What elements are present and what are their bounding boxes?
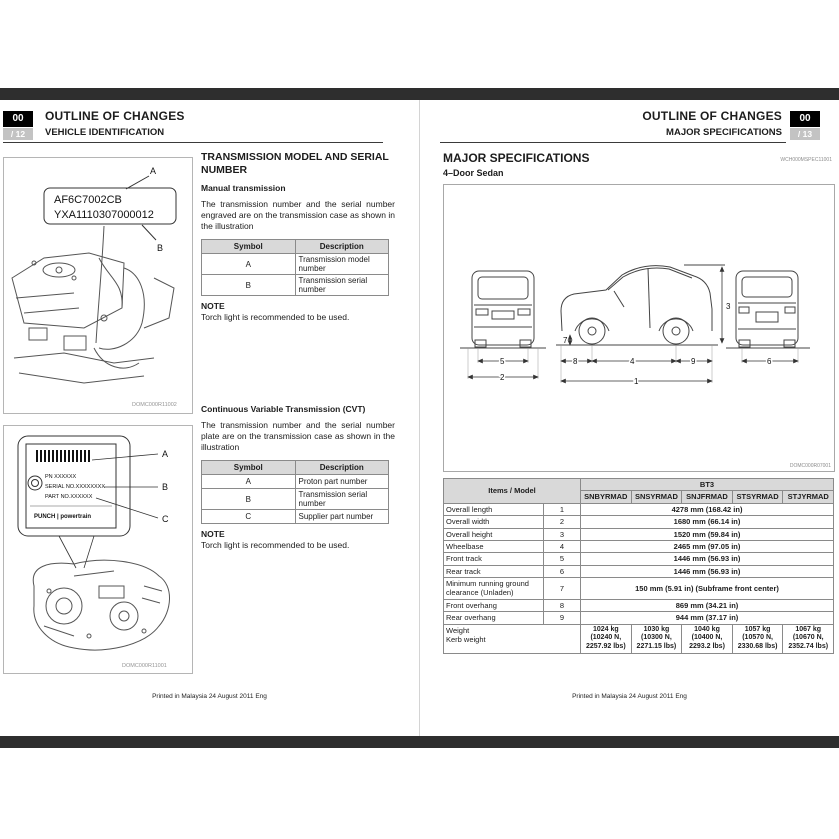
table-row xyxy=(444,553,834,565)
section-code-badge: 00 xyxy=(790,111,820,127)
table-row xyxy=(444,516,834,528)
description-cell: Supplier part number xyxy=(295,510,389,524)
rear-view-sketch xyxy=(726,271,810,348)
side-view-sketch xyxy=(556,265,725,345)
chapter-subtitle: MAJOR SPECIFICATIONS xyxy=(666,127,782,138)
callout-a: A xyxy=(150,166,157,176)
items-model-header: Items / Model xyxy=(444,479,581,504)
dim-5-label: 5 xyxy=(500,357,505,366)
model-group-header: BT3 xyxy=(581,479,834,491)
left-page xyxy=(0,100,419,736)
chapter-title: OUTLINE OF CHANGES xyxy=(642,109,782,123)
weight-label: Weight xyxy=(446,625,470,635)
dim-2-label: 2 xyxy=(500,373,505,382)
manual-transmission-section xyxy=(201,151,395,322)
note-label: NOTE xyxy=(201,529,225,540)
table-row xyxy=(444,565,834,577)
note-text: Torch light is recommended to be used. xyxy=(201,312,350,323)
col-symbol: Symbol xyxy=(202,240,296,254)
spec-label: Overall height xyxy=(444,528,544,540)
model-header: SNBYRMAD xyxy=(581,491,632,503)
note-text: Torch light is recommended to be used. xyxy=(201,540,350,551)
spec-value: 1446 mm (56.93 in) xyxy=(581,553,834,565)
spec-label: Front track xyxy=(444,553,544,565)
spec-label: Front overhang xyxy=(444,599,544,611)
model-header: SNSYRMAD xyxy=(631,491,682,503)
spec-ref-number: 9 xyxy=(544,612,581,624)
table-row xyxy=(444,578,834,600)
transmission-model-number-text: AF6C7002CB xyxy=(54,194,122,206)
dim-3-label: 3 xyxy=(726,302,731,311)
spec-value: 4278 mm (168.42 in) xyxy=(581,503,834,515)
top-divider-bar xyxy=(0,88,839,100)
dim-9-label: 9 xyxy=(691,357,696,366)
transmission-serial-number-text: YXA1110307000012 xyxy=(54,209,154,221)
manual-symbol-table xyxy=(201,239,389,296)
model-header: STSYRMAD xyxy=(732,491,783,503)
description-cell: Transmission serial number xyxy=(295,489,389,510)
dim-7-label: 7 xyxy=(563,336,568,345)
page-title: MAJOR SPECIFICATIONS xyxy=(443,151,590,165)
callout-b: B xyxy=(162,482,169,492)
spec-value: 1520 mm (59.84 in) xyxy=(581,528,834,540)
document-code: WCH000MSPEC11001 xyxy=(780,157,832,163)
major-specifications-table xyxy=(443,478,834,654)
weight-value: 1040 kg (10400 N, 2293.2 lbs) xyxy=(682,624,733,653)
weight-label-cell xyxy=(444,624,581,653)
cvt-figure-code: DOMC000R11001 xyxy=(122,663,167,669)
symbol-cell: C xyxy=(202,510,296,524)
weight-value: 1024 kg (10240 N, 2257.92 lbs) xyxy=(581,624,632,653)
note-label: NOTE xyxy=(201,301,225,312)
spec-ref-number: 1 xyxy=(544,503,581,515)
page-number-badge: / 12 xyxy=(3,128,33,140)
dim-1-label: 1 xyxy=(634,377,639,386)
engine-serial-label xyxy=(44,166,176,253)
left-page-footer: Printed in Malaysia 24 August 2011 Eng xyxy=(152,693,267,700)
dim-6-label: 6 xyxy=(767,357,772,366)
spec-ref-number: 5 xyxy=(544,553,581,565)
table-row xyxy=(202,254,389,275)
spec-label: Overall width xyxy=(444,516,544,528)
kerb-weight-label: Kerb weight xyxy=(446,634,486,644)
spec-ref-number: 7 xyxy=(544,578,581,600)
table-row xyxy=(444,612,834,624)
car-dimensions-diagram xyxy=(444,185,832,469)
spec-ref-number: 4 xyxy=(544,540,581,552)
weight-row xyxy=(444,624,834,653)
col-symbol: Symbol xyxy=(202,461,296,475)
right-page-footer: Printed in Malaysia 24 August 2011 Eng xyxy=(572,693,687,700)
spec-label: Minimum running ground clearance (Unladen) xyxy=(444,578,544,600)
dim-8-label: 8 xyxy=(573,357,578,366)
engine-sketch xyxy=(12,226,174,383)
spec-label: Rear overhang xyxy=(444,612,544,624)
manual-subheading: Manual transmission xyxy=(201,183,286,194)
chapter-subtitle: VEHICLE IDENTIFICATION xyxy=(45,127,165,138)
barcode xyxy=(34,450,90,462)
dim-4-label: 4 xyxy=(630,357,635,366)
chapter-title: OUTLINE OF CHANGES xyxy=(45,109,185,123)
weight-value: 1057 kg (10570 N, 2330.68 lbs) xyxy=(732,624,783,653)
spec-ref-number: 2 xyxy=(544,516,581,528)
model-header: STJYRMAD xyxy=(783,491,834,503)
manual-body-text: The transmission number and the serial number engraved are on the transmission case as shown in the illustration xyxy=(201,199,395,232)
cvt-plate-callout xyxy=(18,436,169,568)
col-description: Description xyxy=(295,461,389,475)
spec-label: Rear track xyxy=(444,565,544,577)
symbol-cell: B xyxy=(202,489,296,510)
spec-value: 1680 mm (66.14 in) xyxy=(581,516,834,528)
punch-brand-text: PUNCH | powertrain xyxy=(34,514,92,520)
model-header: SNJFRMAD xyxy=(682,491,733,503)
description-cell: Transmission serial number xyxy=(295,275,389,296)
symbol-cell: A xyxy=(202,475,296,489)
col-description: Description xyxy=(295,240,389,254)
plate-pn-text: PN XXXXXX xyxy=(45,474,77,480)
header-rule xyxy=(440,142,786,143)
front-view-sketch xyxy=(460,271,546,348)
diagram-figure-code: DOMC000R07001 xyxy=(789,463,831,469)
spec-ref-number: 3 xyxy=(544,528,581,540)
page-number-badge: / 13 xyxy=(790,128,820,140)
spec-ref-number: 8 xyxy=(544,599,581,611)
callout-c: C xyxy=(162,514,169,524)
spec-ref-number: 6 xyxy=(544,565,581,577)
spec-value: 2465 mm (97.05 in) xyxy=(581,540,834,552)
callout-a: A xyxy=(162,449,169,459)
spec-label: Overall length xyxy=(444,503,544,515)
weight-value: 1067 kg (10670 N, 2352.74 lbs) xyxy=(783,624,834,653)
cvt-body-text: The transmission number and the serial number plate are on the transmission case as shown in the illustration xyxy=(201,420,395,453)
cvt-symbol-table xyxy=(201,460,389,524)
plate-part-text: PART NO.XXXXXX xyxy=(45,494,93,500)
cvt-subheading: Continuous Variable Transmission (CVT) xyxy=(201,404,366,414)
spec-value: 1446 mm (56.93 in) xyxy=(581,565,834,577)
table-row xyxy=(202,510,389,524)
symbol-cell: A xyxy=(202,254,296,275)
right-page xyxy=(420,100,839,736)
cvt-transmission-section xyxy=(201,404,395,550)
body-style-subheading: 4–Door Sedan xyxy=(443,168,504,178)
cvt-sketch xyxy=(33,560,169,650)
spec-value: 944 mm (37.17 in) xyxy=(581,612,834,624)
spec-value: 869 mm (34.21 in) xyxy=(581,599,834,611)
engine-illustration xyxy=(4,158,190,411)
dimensions-figure xyxy=(443,184,835,472)
table-row xyxy=(202,275,389,296)
section-code-badge: 00 xyxy=(3,111,33,127)
table-row xyxy=(444,503,834,515)
symbol-cell: B xyxy=(202,275,296,296)
spec-label: Wheelbase xyxy=(444,540,544,552)
table-row xyxy=(202,489,389,510)
spec-value: 150 mm (5.91 in) (Subframe front center) xyxy=(581,578,834,600)
bottom-divider-bar xyxy=(0,736,839,748)
section-heading: TRANSMISSION MODEL AND SERIAL NUMBER xyxy=(201,151,389,176)
cvt-figure xyxy=(3,425,193,674)
description-cell: Transmission model number xyxy=(295,254,389,275)
header-rule xyxy=(3,142,383,143)
description-cell: Proton part number xyxy=(295,475,389,489)
plate-serial-text: SERIAL NO.XXXXXXXX xyxy=(45,484,106,490)
cvt-illustration xyxy=(4,426,190,671)
weight-value: 1030 kg (10300 N, 2271.15 lbs) xyxy=(631,624,682,653)
table-row xyxy=(444,540,834,552)
table-row xyxy=(444,599,834,611)
table-row xyxy=(444,528,834,540)
callout-b: B xyxy=(157,243,164,253)
engine-figure-code: DOMC000R11002 xyxy=(132,402,177,408)
engine-figure xyxy=(3,157,193,414)
table-row xyxy=(202,475,389,489)
